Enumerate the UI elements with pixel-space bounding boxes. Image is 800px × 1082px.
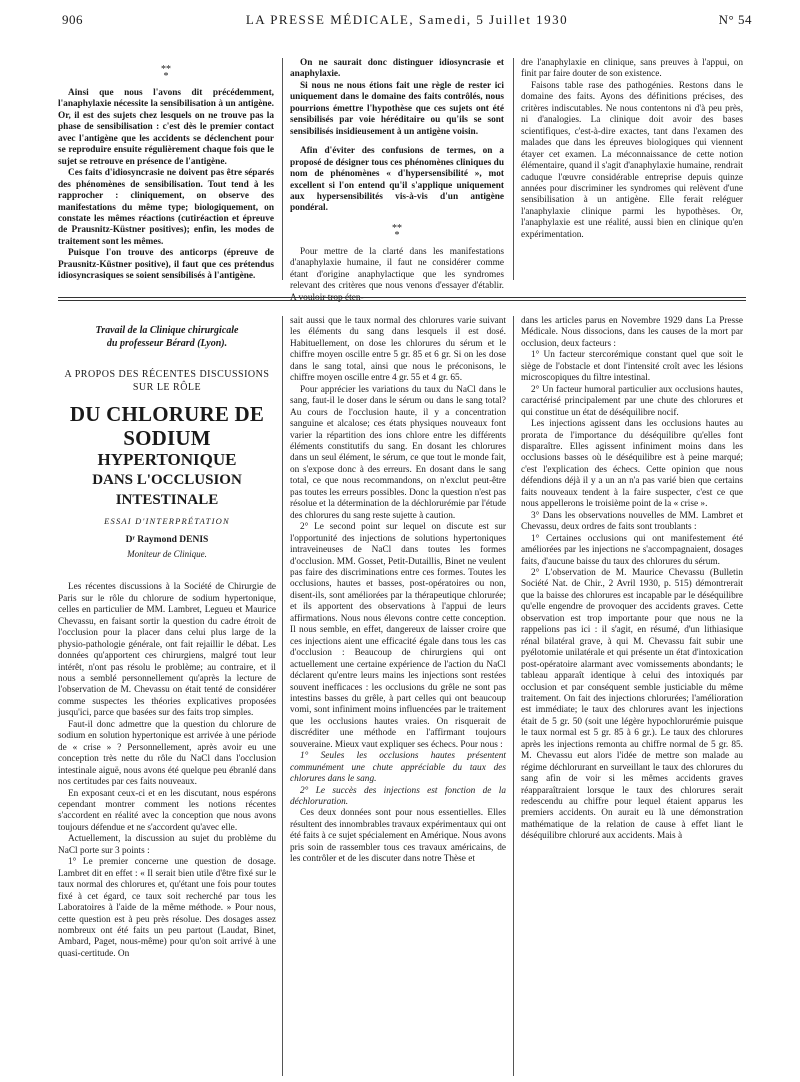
paragraph: Actuellement, la discussion au sujet du problème du NaCl porte sur 3 points :	[58, 834, 276, 856]
top-column-2	[290, 58, 504, 304]
section-divider	[58, 300, 746, 301]
paragraph: dre l'anaphylaxie en clinique, sans preuves à l'appui, on finit par faire douter de son existence.	[521, 58, 743, 80]
section-stars: ** *	[161, 64, 171, 82]
article-title: DU CHLORURE DE SODIUM	[69, 402, 265, 450]
paragraph: Ces deux données sont pour nous essentielles. Elles résultent des innombrables travaux expérimentaux qui ont été faits à ce sujet spécialement en Amérique. Nous avons pris soin de rassembler tous ces travaux américains, de les contrôler et de les discuter dans notre Thèse et	[290, 808, 506, 865]
author-role: Moniteur de Clinique.	[127, 548, 207, 559]
article-origin: Travail de la Clinique chirurgicale	[95, 325, 239, 336]
paragraph: 2° L'observation de M. Maurice Chevassu (Bulletin Société Nat. de Chir., 2 Avril 1930, p. 515) démontrerait que la baisse des chlorures est incapable par le déséquilibre qu'elle engendre de provoquer des accidents graves. Cette observation est trop importante pour que nous ne la rappelions pas ici : il s'agit, en résumé, d'un lithiasique rénal bilatéral grave, à qui M. Chevassu fait subir une pyélotomie unilatérale et qui présente un état d'intoxication post-opératoire alarmant avec vomissements abondants; le tableau apparaît identique à celui des intoxiqués par occlusion et par conséquent semble justiciable du même traitement. On fait des injections chlorurées; l'amélioration est immédiate; le taux des chlorures avant les injections était de 5 gr. 50 (soit une légère hypochlorurémie puisque le taux normal est 5 gr. 85 à 6 gr.). Le taux des chlorures après les injections remonta au chiffre normal de 5 gr. 85. M. Chevassu eut alors l'idée de mettre son malade au régime déchlorurant en surveillant le taux des chlorures du sang afin de voir si les mêmes accidents graves réapparaîtraient lorsque le taux des chlorures serait redescendu au chiffre pour lequel étaient apparus les premiers accidents. On aurait eu là une démonstration mathématique de la relation de cause à effet liant le déséquilibre chloruré aux accidents. Mais à	[521, 567, 743, 842]
publication-title: LA PRESSE MÉDICALE, Samedi, 5 Juillet 1930	[245, 12, 569, 27]
paragraph: Pour apprécier les variations du taux du NaCl dans le sang, faut-il le doser dans le sérum ou dans le sang total? Au cours de l'occlusion haute, il y a concentration sanguine et alcalose; ces états physiques nouveaux font varier la répartition des ions chlore entre les différents éléments constitutifs du sang. En dosant les chlorures dans un seul élément, le sérum, ce que tout le monde fait, on s'expose donc à des erreurs. En dosant dans le sang total, ce que nous recommandons, on n'exclut peut-être pas toutes les erreurs possibles. Donc la question n'est pas résolue et la détermination de la déchlorurémie par l'étude des chlorures du sang reste sujette à caution.	[290, 384, 506, 521]
section-stars: ** *	[392, 222, 402, 241]
paragraph: Afin d'éviter des confusions de termes, on a proposé de désigner tous ces phénomènes cliniques du nom de phénomènes « d'hypersensibilité », mot excellent si l'on entend qu'il s'applique uniquement aux hypersensibilités vis-à-vis d'un antigène pondéral.	[290, 146, 504, 214]
article-author: Dʳ Raymond DENIS	[125, 535, 209, 546]
section-divider	[58, 297, 746, 298]
paragraph: Les injections agissent dans les occlusions hautes au prorata de l'importance du déséquilibre qu'elles font disparaître. Elles agissent infiniment moins dans les occlusions basses où le déséquilibre est à peine marqué; c'est l'explication des échecs. Cette opinion que nous défendions déjà il y a un an n'a pas varié bien que certains faits nouveaux tendent à la faire suspecter, c'est ce que nous appellerons le troisième point de la « crise ».	[521, 419, 743, 510]
column-divider	[513, 58, 514, 280]
article-origin: du professeur Bérard (Lyon).	[106, 338, 228, 349]
column-divider	[282, 58, 283, 280]
article-title: A PROPOS DES RÉCENTES DISCUSSIONS	[64, 369, 270, 380]
paragraph: 2° Le second point sur lequel on discute est sur l'opportunité des injections de solutions hypertoniques intraveineuses de NaCl dans toutes les formes d'occlusion. MM. Gosset, Petit-Dutaillis, Binet ne veulent pas faire des discriminations entre ces formes. Toutes les occlusions, hautes et basses, post-opératoires ou non, disent-ils, sont améliorées par la thérapeutique chlorurée; et ils apportent des observations à l'appui de leurs affirmations. Nous nous élevons contre cette conception. Il nous semble, en effet, dangereux de laisser croire que ces injections aient une efficacité égale dans tous les cas d'occlusion : Beaucoup de chirurgiens qui ont actuellement une certaine expérience de l'action du NaCl déclarent qu'entre leurs mains les injections sont restées souvent inefficaces : les occlusions du grêle ne sont pas intestins basses du grêle, à part celles qui ont beaucoup vomi, sont infiniment moins influencées par le traitement que les occlusions hautes vraies. On risquerait de discréditer une méthode en l'affirmant toujours souveraine. Mieux vaut expliquer ses échecs. Pour nous :	[290, 522, 506, 750]
top-column-3	[521, 58, 743, 241]
top-column-1	[58, 66, 274, 283]
article-subtitle: ESSAI D'INTERPRÉTATION	[104, 516, 230, 526]
article-column-1	[58, 324, 276, 960]
paragraph: Pour mettre de la clarté dans les manifestations d'anaphylaxie humaine, il faut ne considérer comme étant d'origine anaphylactique que les syndromes relevant des critères que nous venons d'essayer d'établir.	[290, 246, 504, 292]
paragraph: Ces faits d'idiosyncrasie ne doivent pas être séparés des phénomènes de sensibilisation. Tout tend à les rapprocher : cliniquement, on observe des manifestations du même type; biologiquement, on constate les mêmes réactions (cutiréaction et épreuve de Prausnitz-Küstner positives); enfin, les modes de traitement sont les mêmes.	[58, 168, 274, 247]
paragraph: 1° Seules les occlusions hautes présentent communément une chute appréciable du taux des chlorures dans le sang.	[290, 751, 506, 785]
paragraph: En exposant ceux-ci et en les discutant, nous espérons cependant montrer comment les notions récentes s'accordent en réalité avec la conception que nous avons toujours défendue et ne s'accordent qu'avec elle.	[58, 788, 276, 833]
paragraph: 1° Le premier concerne une question de dosage. Lambret dit en effet : « Il serait bien utile d'être fixé sur le taux normal des chlorures et, qu'étant une fois pour toutes fixé à cet égard, ce taux soit recherché par tous les Laboratoires à l'aide de la même méthode. » Pour nous, cette question est à peu près résolue. Des dosages assez nombreux ont été faits un peu partout (Laudat, Binet, Ambard, Paget, nous-même) pour qu'on soit arrivé à une quasi-certitude. On	[58, 857, 276, 959]
article-title: HYPERTONIQUE	[97, 450, 237, 469]
page-header	[62, 10, 752, 30]
article-heading	[58, 324, 276, 560]
article-title: DANS L'OCCLUSION INTESTINALE	[92, 472, 242, 508]
paragraph: 1° Certaines occlusions qui ont manifestement été améliorées par les injections ne s'accompagnaient, dosages faits, d'aucune baisse du taux des chlorures du sérum.	[521, 533, 743, 567]
paragraph: 1° Un facteur stercorémique constant quel que soit le siège de l'obstacle et dont l'intensité croît avec les lésions microscopiques du filtre intestinal.	[521, 350, 743, 384]
paragraph: Ainsi que nous l'avons dit précédemment, l'anaphylaxie nécessite la sensibilisation à un antigène. Or, il est des sujets chez lesquels on ne trouve pas la phase de sensibilisation : c'est dès le premier contact avec l'antigène que les accidents se déclenchent pour se reproduire ensuite régulièrement chaque fois que le sujet se retrouve en présence de l'antigène.	[58, 88, 274, 167]
article-title: SUR LE RÔLE	[132, 382, 202, 393]
paragraph: dans les articles parus en Novembre 1929 dans La Presse Médicale. Nous dissocions, dans les causes de la mort par occlusion, deux facteurs :	[521, 316, 743, 349]
column-divider	[513, 316, 514, 1076]
issue-number: N° 54	[718, 12, 752, 27]
paragraph: Puisque l'on trouve des anticorps (épreuve de Prausnitz-Küstner positive), il faut que ces prétendus idiosyncrasiques se soient sensibilisés à l'antigène.	[58, 248, 274, 282]
paragraph: 2° Le succès des injections est fonction de la déchloruration.	[290, 785, 506, 808]
article-column-2	[290, 316, 506, 866]
paragraph: Si nous ne nous étions fait une règle de rester ici uniquement dans le domaine des faits contrôlés, nous pourrions émettre l'hypothèse que ces sujets ont été sensibilisés par voie héréditaire ou qu'ils se sont sensibilisés insidieusement à un antigène voisin.	[290, 80, 504, 137]
paragraph: Faisons table rase des pathogénies. Restons dans le domaine des faits. Ayons des définitions précises, des critères indiscutables. Ne nous contentons ni d'à peu près, ni d'analogies. La clinique doit avoir des bases scientifiques, c'est-à-dire exactes, tant dans l'examen des malades que dans les épreuves biologiques qui viennent étayer cet examen. La méconnaissance de cette notion élémentaire, quand il s'agit d'anaphylaxie humaine, rendrait caduque l'œuvre considérable entreprise depuis quinze années pour discriminer les syndromes qui relèvent d'une sensibilisation à un antigène. Elle ferait reléguer l'anaphylaxie clinique parmi les hypothèses. Or, l'anaphylaxie est une réalité, aussi bien en clinique qu'en expérimentation.	[521, 80, 743, 240]
paragraph: On ne saurait donc distinguer idiosyncrasie et anaphylaxie.	[290, 58, 504, 80]
paragraph: Faut-il donc admettre que la question du chlorure de sodium en solution hypertonique est arrivée à une période de « crise » ? Personnellement, après avoir eu une conception très nette du rôle du NaCl dans l'occlusion intestinale aiguë, nous avons été quelque peu ébranlé dans nos certitudes par ces faits nouveaux.	[58, 719, 276, 788]
paragraph: 3° Dans les observations nouvelles de MM. Lambret et Chevassu, deux ordres de faits sont troublants :	[521, 510, 743, 533]
paragraph: 2° Un facteur humoral particulier aux occlusions hautes, caractérisé principalement par une chute des chlorures et qui constitue un état de déséquilibre nocif.	[521, 384, 743, 418]
paragraph: Les récentes discussions à la Société de Chirurgie de Paris sur le rôle du chlorure de sodium hypertonique, celles en particulier de MM. Lambret, Legueu et Maurice Chevassu, en faisant sortir la question du cadre étroit de l'occlusion pour la placer dans celui plus large de la physio-pathologie générale, ont fait rejaillir le débat. Les données qu'apportent ces chirurgiens, malgré tout leur intérêt, n'ont pas résolu le problème; au contraire, et il nous a semblé personnellement qu'après la lecture de l'observation de M. Chevassu on était tenté de considérer comme suspectes les théories explicatives proposées jusqu'ici, parce que basées sur des faits trop simples.	[58, 582, 276, 719]
paragraph: sait aussi que le taux normal des chlorures varie suivant les éléments du sang dans lesquels il est dosé. Habituellement, on dose les chlorures du sérum et le chiffre moyen oscille entre 5 gr. 85 et 6 gr. Si on les dose dans le sang total, ainsi que nous le préconisons, le chiffre moyen oscille entre 4 gr. 55 et 4 gr. 65.	[290, 316, 506, 384]
page-number: 906	[62, 12, 83, 27]
column-divider	[282, 316, 283, 1076]
article-column-3	[521, 316, 743, 843]
